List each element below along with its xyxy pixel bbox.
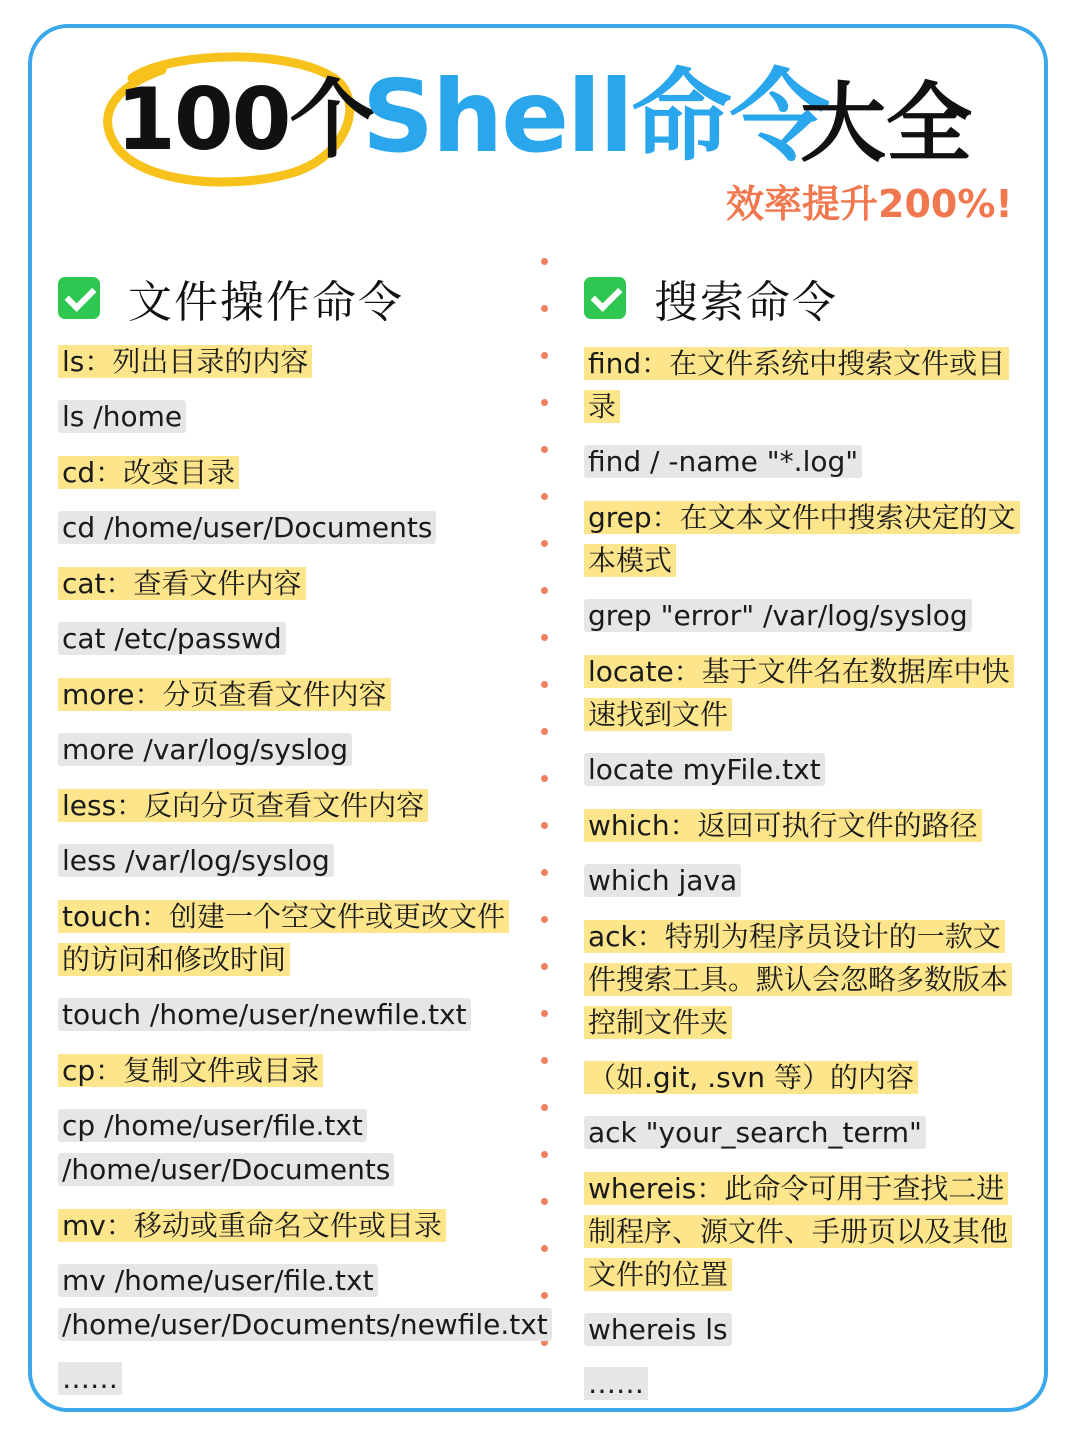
command-description: less：反向分页查看文件内容 (58, 789, 428, 822)
command-example: more /var/log/syslog (58, 733, 352, 766)
command-example: cd /home/user/Documents (58, 511, 436, 544)
command-example: find / -name "*.log" (584, 445, 862, 478)
command-description: ls：列出目录的内容 (58, 345, 312, 378)
more-indicator: …… (584, 1364, 1020, 1404)
command-example: ack "your_search_term" (584, 1116, 926, 1149)
command-description: locate：基于文件名在数据库中快速找到文件 (584, 655, 1014, 731)
command-description: find：在文件系统中搜索文件或目录 (584, 347, 1009, 423)
command-description: more：分页查看文件内容 (58, 678, 391, 711)
checkbox-icon (584, 277, 626, 319)
column-divider (538, 258, 550, 1398)
command-description: touch：创建一个空文件或更改文件的访问和修改时间 (58, 900, 509, 976)
command-example: which java (584, 864, 741, 897)
command-entry-touch (58, 895, 522, 1037)
section-header (584, 268, 1020, 328)
command-example: locate myFile.txt (584, 753, 825, 786)
command-description: cp：复制文件或目录 (58, 1054, 323, 1087)
command-description: which：返回可执行文件的路径 (584, 809, 982, 842)
command-example: ls /home (58, 400, 186, 433)
command-description: grep：在文本文件中搜索决定的文本模式 (584, 501, 1020, 577)
command-description: ack：特别为程序员设计的一款文件搜索工具。默认会忽略多数版本控制文件夹 (584, 920, 1012, 1039)
command-entry-whereis (584, 1167, 1020, 1352)
command-description: mv：移动或重命名文件或目录 (58, 1209, 446, 1242)
search-commands-section (584, 268, 1020, 1404)
command-description: cd：改变目录 (58, 456, 239, 489)
command-entry-locate (584, 650, 1020, 792)
command-example: cat /etc/passwd (58, 622, 286, 655)
title-tail: 大全 (800, 74, 972, 174)
section-title: 文件操作命令 (128, 277, 404, 328)
section-title: 搜索命令 (654, 277, 838, 328)
title-shell: Shell命令 (362, 58, 828, 175)
command-entry-grep (584, 496, 1020, 638)
command-entry-cd (58, 451, 522, 550)
subtitle: 效率提升200%! (726, 182, 1013, 226)
command-entry-more (58, 673, 522, 772)
command-entry-cp (58, 1049, 522, 1192)
command-example: whereis ls (584, 1313, 732, 1346)
more-indicator: …… (58, 1359, 522, 1399)
command-description-note: （如.git, .svn 等）的内容 (584, 1061, 918, 1094)
command-example: less /var/log/syslog (58, 844, 334, 877)
command-entry-less (58, 784, 522, 883)
title-number: 100个 (116, 70, 374, 170)
command-entry-mv (58, 1204, 548, 1347)
command-entry-which (584, 804, 1020, 903)
command-entry-find (584, 342, 1020, 484)
checkbox-icon (58, 277, 100, 319)
file-commands-section (58, 268, 548, 1399)
command-entry-cat (58, 562, 522, 661)
command-description: cat：查看文件内容 (58, 567, 306, 600)
command-example: cp /home/user/file.txt /home/user/Documents (58, 1109, 394, 1186)
section-header (58, 268, 522, 328)
command-entry-ack (584, 915, 1020, 1155)
command-example: mv /home/user/file.txt /home/user/Documents/newfile.txt (58, 1264, 552, 1341)
command-description: whereis：此命令可用于查找二进制程序、源文件、手册页以及其他文件的位置 (584, 1172, 1012, 1291)
command-example: grep "error" /var/log/syslog (584, 599, 972, 632)
command-entry-ls (58, 340, 522, 439)
command-example: touch /home/user/newfile.txt (58, 998, 471, 1031)
